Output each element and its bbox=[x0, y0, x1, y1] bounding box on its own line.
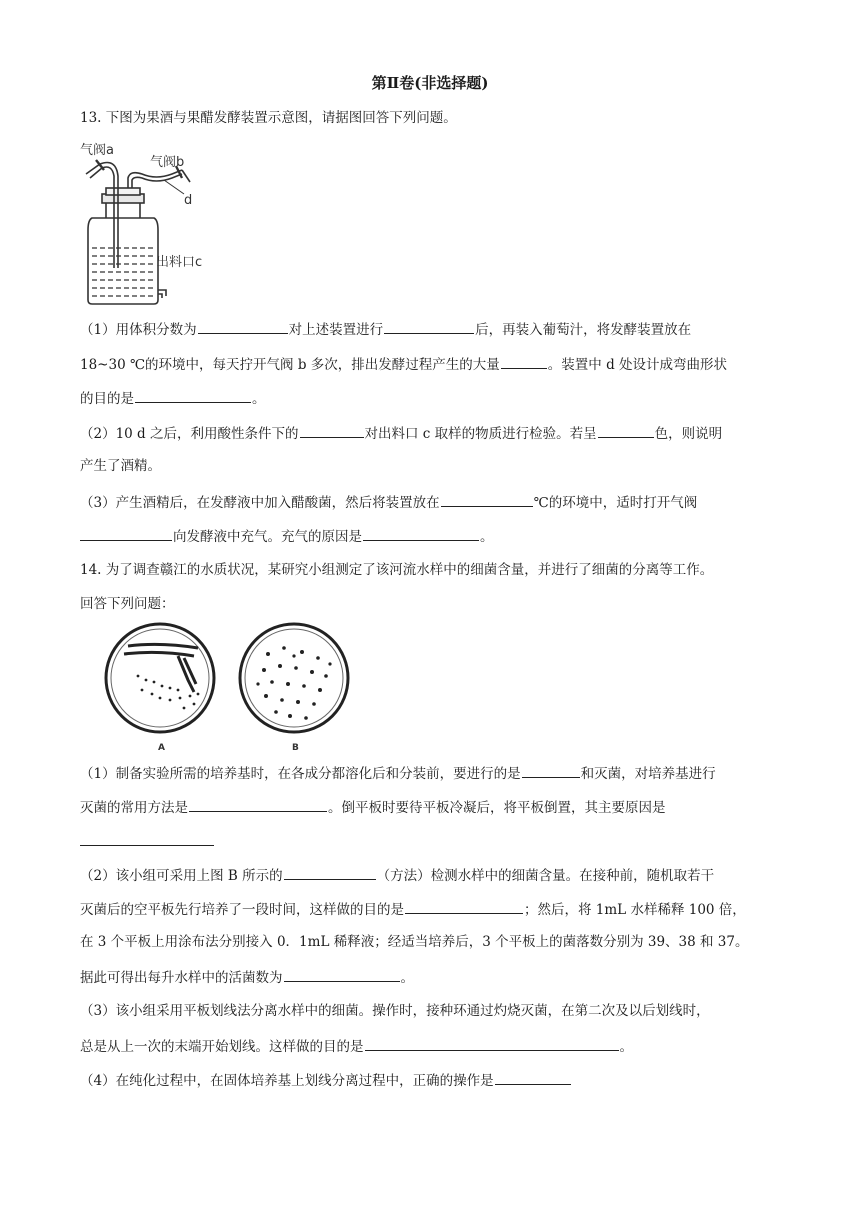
answer-blank[interactable] bbox=[405, 900, 523, 914]
petri-plates-figure bbox=[98, 618, 363, 756]
text: 后，再装入葡萄汁，将发酵装置放在 bbox=[475, 322, 692, 338]
q13-part1-line3 bbox=[80, 389, 780, 407]
answer-blank[interactable] bbox=[198, 320, 288, 334]
answer-blank[interactable] bbox=[598, 424, 654, 438]
section-title: 第Ⅱ卷(非选择题) bbox=[371, 74, 489, 92]
answer-blank[interactable] bbox=[363, 527, 479, 541]
q13-part3-line1 bbox=[80, 493, 780, 511]
q14-part2-line4 bbox=[80, 968, 780, 986]
answer-blank[interactable] bbox=[80, 527, 172, 541]
text: 向发酵液中充气。充气的原因是 bbox=[173, 529, 362, 545]
q13-stem: 13. 下图为果酒与果醋发酵装置示意图，请据图回答下列问题。 bbox=[80, 110, 457, 126]
text: 灭菌的常用方法是 bbox=[80, 800, 188, 816]
answer-blank[interactable] bbox=[80, 832, 214, 846]
text: ℃的环境中，适时打开气阀 bbox=[533, 495, 698, 511]
q13-part1-line1 bbox=[80, 320, 780, 338]
q14-part3-line2 bbox=[80, 1037, 780, 1055]
answer-blank[interactable] bbox=[300, 424, 364, 438]
q13-part2-line2: 产生了酒精。 bbox=[80, 458, 161, 474]
text: （方法）检测水样中的细菌含量。在接种前，随机取若干 bbox=[376, 868, 715, 884]
fermentation-apparatus-figure bbox=[76, 140, 251, 308]
q14-part1-line1 bbox=[80, 764, 780, 782]
answer-blank[interactable] bbox=[384, 320, 474, 334]
text: 。装置中 d 处设计成弯曲形状 bbox=[547, 357, 728, 373]
answer-blank[interactable] bbox=[501, 355, 547, 369]
q14-part2-line2 bbox=[80, 900, 780, 918]
text: （1）制备实验所需的培养基时，在各成分都溶化后和分装前，要进行的是 bbox=[80, 766, 521, 782]
text: 据此可得出每升水样中的活菌数为 bbox=[80, 970, 283, 986]
answer-blank[interactable] bbox=[522, 764, 580, 778]
text: 。 bbox=[252, 391, 266, 407]
q14-stem-line2: 回答下列问题： bbox=[80, 596, 175, 612]
q14-part2-line3: 在 3 个平板上用涂布法分别接入 0．1mL 稀释液；经适当培养后，3 个平板上的菌落数分别为 39、38 和 37。 bbox=[80, 934, 749, 950]
answer-blank[interactable] bbox=[189, 798, 327, 812]
text: 。 bbox=[400, 970, 414, 986]
answer-blank[interactable] bbox=[284, 968, 400, 982]
label-outlet-c: 出料口c bbox=[156, 255, 203, 270]
text: ；然后，将 1mL 水样稀释 100 倍， bbox=[524, 902, 746, 918]
answer-blank[interactable] bbox=[365, 1037, 619, 1051]
text: 18~30 ℃的环境中，每天拧开气阀 b 多次，排出发酵过程产生的大量 bbox=[80, 357, 500, 373]
plate-label-a: A bbox=[158, 743, 165, 753]
text: 灭菌后的空平板先行培养了一段时间，这样做的目的是 bbox=[80, 902, 404, 918]
text: 。倒平板时要待平板冷凝后，将平板倒置，其主要原因是 bbox=[328, 800, 666, 816]
text: （2）该小组可采用上图 B 所示的 bbox=[80, 868, 283, 884]
q14-stem-line1: 14. 为了调查赣江的水质状况，某研究小组测定了该河流水样中的细菌含量，并进行了细菌的分离等工作。 bbox=[80, 562, 714, 578]
text: （3）产生酒精后，在发酵液中加入醋酸菌，然后将装置放在 bbox=[80, 495, 440, 511]
q14-part4-line1 bbox=[80, 1071, 780, 1089]
label-valve-a: 气阀a bbox=[80, 143, 114, 158]
answer-blank[interactable] bbox=[441, 493, 533, 507]
answer-blank[interactable] bbox=[284, 866, 376, 880]
q14-part2-line1 bbox=[80, 866, 780, 884]
text: （4）在纯化过程中，在固体培养基上划线分离过程中，正确的操作是 bbox=[80, 1073, 494, 1089]
plate-label-b: B bbox=[292, 743, 299, 753]
q13-part1-line2 bbox=[80, 355, 780, 373]
text: 总是从上一次的末端开始划线。这样做的目的是 bbox=[80, 1039, 364, 1055]
answer-blank[interactable] bbox=[495, 1071, 571, 1085]
text: （1）用体积分数为 bbox=[80, 322, 197, 338]
q14-part1-line3 bbox=[80, 832, 780, 850]
text: 。 bbox=[619, 1039, 633, 1055]
text: 色，则说明 bbox=[654, 426, 723, 442]
q13-part2-line1 bbox=[80, 424, 780, 442]
text: （2）10 d 之后，利用酸性条件下的 bbox=[80, 426, 299, 442]
label-valve-b: 气阀b bbox=[150, 155, 185, 170]
text: 和灭菌，对培养基进行 bbox=[580, 766, 716, 782]
text: 对出料口 c 取样的物质进行检验。若呈 bbox=[364, 426, 597, 442]
q14-part1-line2 bbox=[80, 798, 780, 816]
q14-part3-line1: （3）该小组采用平板划线法分离水样中的细菌。操作时，接种环通过灼烧灭菌，在第二次及以后划线时， bbox=[80, 1003, 710, 1019]
text: 对上述装置进行 bbox=[288, 322, 384, 338]
q13-part3-line2 bbox=[80, 527, 780, 545]
label-tube-d: d bbox=[184, 193, 193, 208]
text: 的目的是 bbox=[80, 391, 134, 407]
answer-blank[interactable] bbox=[135, 389, 251, 403]
text: 。 bbox=[480, 529, 494, 545]
